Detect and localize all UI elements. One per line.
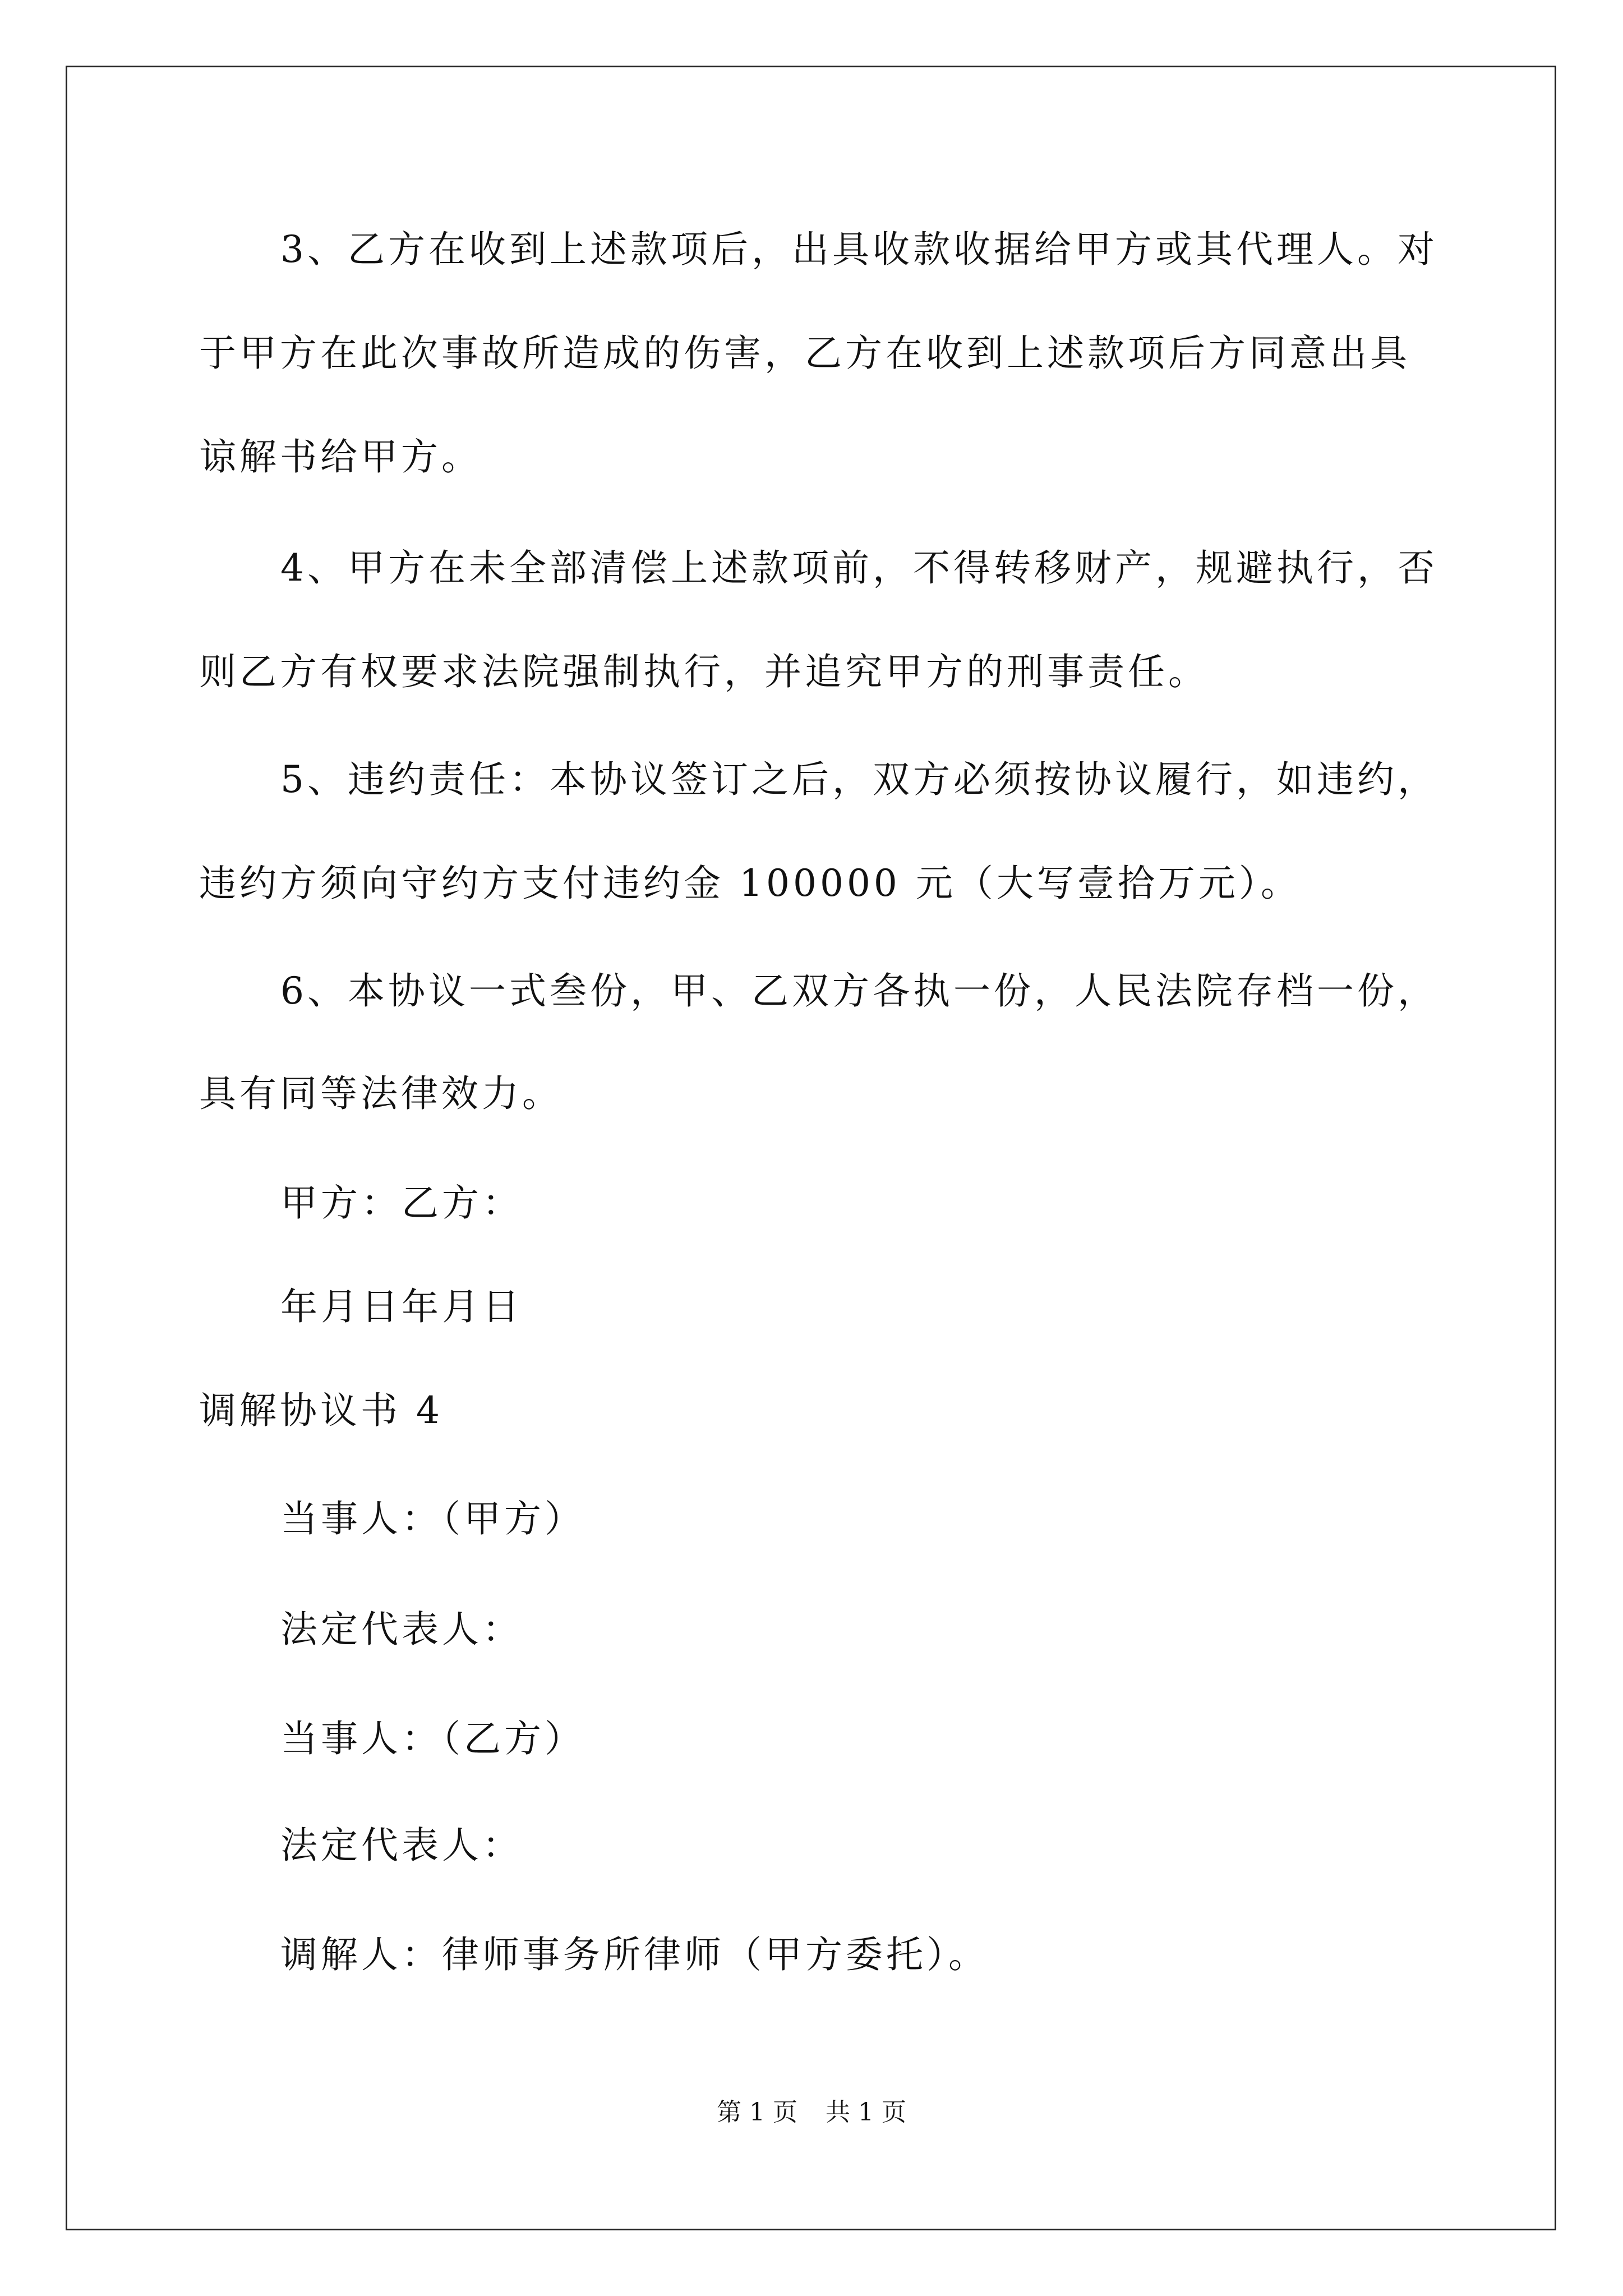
party-a-representative: 法定代表人： [280, 1608, 523, 1651]
paragraph-6-line-1: 6、本协议一式叁份，甲、乙双方各执一份，人民法院存档一份， [280, 969, 1438, 1013]
page-number: 第 1 页 [717, 2098, 797, 2127]
signature-dates: 年月日年月日 [280, 1285, 523, 1328]
paragraph-3-line-3: 谅解书给甲方。 [199, 435, 482, 478]
signature-parties: 甲方：乙方： [280, 1181, 523, 1225]
paragraph-6-line-2: 具有同等法律效力。 [199, 1072, 562, 1115]
paragraph-4-line-1: 4、甲方在未全部清偿上述款项前，不得转移财产，规避执行，否 [280, 546, 1438, 590]
page-total: 共 1 页 [826, 2098, 906, 2127]
paragraph-4-line-2: 则乙方有权要求法院强制执行，并追究甲方的刑事责任。 [199, 650, 1209, 693]
paragraph-3-line-1: 3、乙方在收到上述款项后，出具收款收据给甲方或其代理人。对 [280, 228, 1438, 271]
mediator: 调解人：律师事务所律师（甲方委托）。 [280, 1933, 989, 1976]
section-heading: 调解协议书 4 [199, 1389, 443, 1432]
paragraph-3-line-2: 于甲方在此次事故所造成的伤害，乙方在收到上述款项后方同意出具 [199, 332, 1410, 375]
paragraph-5-line-1: 5、违约责任：本协议签订之后，双方必须按协议履行，如违约， [280, 758, 1438, 801]
page-footer [0, 2097, 1623, 2128]
page-border [66, 66, 1556, 2230]
paragraph-5-line-2: 违约方须向守约方支付违约金 100000 元（大写壹拾万元）。 [199, 862, 1301, 905]
party-b-representative: 法定代表人： [280, 1824, 523, 1867]
party-b-label: 当事人：（乙方） [280, 1717, 585, 1760]
party-a-label: 当事人：（甲方） [280, 1497, 585, 1540]
